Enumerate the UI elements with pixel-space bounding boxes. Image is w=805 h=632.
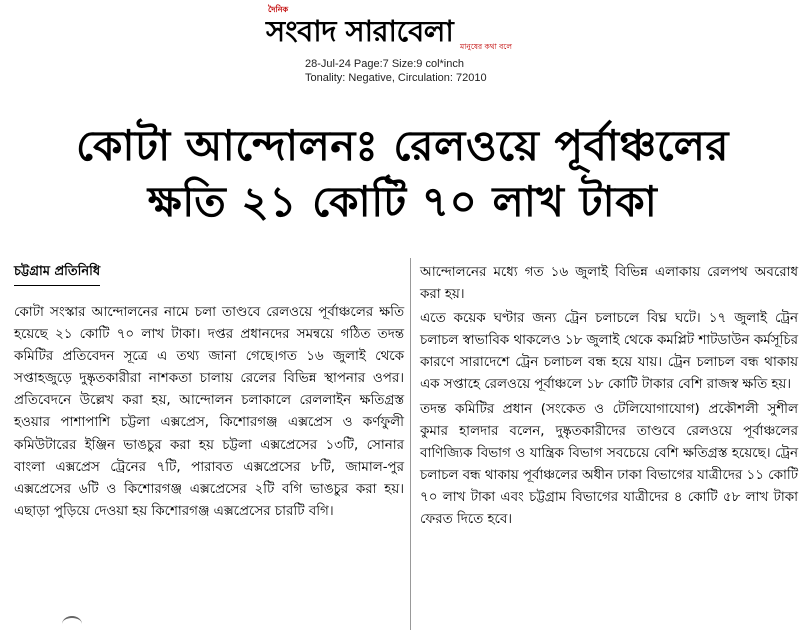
- headline-line-2: ক্ষতি ২১ কোটি ৭০ লাখ টাকা: [147, 177, 658, 226]
- right-paragraph-2: এতে কয়েক ঘণ্টার জন্য ট্রেন চলাচলে বিঘ্ন ঘটে। ১৭ জুলাই ট্রেন চলাচল স্বাভাবিক থাকলেও ১৮ জুলাই থেকে কমপ্লিট শাটডাউন কর্মসূচির কারণে সারাদেশে ট্রেন চলাচল বন্ধ হয়ে যায়। ট্রেন চলাচল বন্ধ থাকায় এক সপ্তাহে রেলওয়ে পূর্বাঞ্চলে ১৮ কোটি টাকার বেশি রাজস্ব ক্ষতি হয়।: [420, 311, 798, 393]
- article-headline: [0, 118, 805, 230]
- article-column-right: [420, 262, 798, 531]
- article-byline: চট্টগ্রাম প্রতিনিধি: [14, 262, 100, 286]
- newspaper-masthead: [262, 4, 552, 54]
- headline-line-1: কোটা আন্দোলনঃ রেলওয়ে পূর্বাঞ্চলের: [75, 121, 730, 170]
- masthead-slogan: মানুষের কথা বলে: [460, 42, 512, 51]
- article-column-left: [14, 302, 404, 523]
- right-paragraph-3: তদন্ত কমিটির প্রধান (সংকেত ও টেলিযোগাযোগ) প্রকৌশলী সুশীল কুমার হালদার বলেন, দুষ্কৃতকারীদের তাণ্ডবে রেলওয়ে পূর্বাঞ্চলের বাণিজ্যিক বিভাগ ও যান্ত্রিক বিভাগ সবচেয়ে বেশি ক্ষতিগ্রস্ত হয়েছে। ট্রেন চলাচল বন্ধ থাকায় পূর্বাঞ্চলের অধীন ঢাকা বিভাগের যাত্রীদের ১১ কোটি ৭০ লাখ টাকা এবং চট্টগ্রাম বিভাগের যাত্রীদের ৪ কোটি ৫৮ লাখ টাকা ফেরত দিতে হবে।: [420, 401, 798, 528]
- masthead-tag: দৈনিক: [268, 5, 289, 14]
- masthead-title: সংবাদ সারাবেলা: [266, 14, 454, 48]
- column-divider: [410, 258, 411, 630]
- left-paragraph: কোটা সংস্কার আন্দোলনের নামে চলা তাণ্ডবে রেলওয়ে পূর্বাঞ্চলের ক্ষতি হয়েছে ২১ কোটি ৭০ লাখ টাকা। দপ্তর প্রধানদের সমন্বয়ে গঠিত তদন্ত কমিটির প্রতিবেদন সূত্রে এ তথ্য জানা গেছে।গত ১৬ জুলাই থেকে সপ্তাহজুড়ে দুষ্কৃতকারীরা নাশকতা চালায় রেলের বিভিন্ন স্থাপনার ওপর। প্রতিবেদনে উল্লেখ করা হয়, আন্দোলন চলাকালে রেললাইন ক্ষতিগ্রস্ত হওয়ার পাশাপাশি চট্টলা এক্সপ্রেস, কিশোরগঞ্জ এক্সপ্রেস ও কর্ণফুলী কমিউটারের ইঞ্জিন ভাঙচুর করা হয় চট্টলা এক্সপ্রেসের ১৩টি, সোনার বাংলা এক্সপ্রেস ট্রেনের ৭টি, পারাবত এক্সপ্রেসের ৮টি, জামাল-পুর এক্সপ্রেসের ৬টি ও কিশোরগঞ্জ এক্সপ্রেসের ২টি বগি ভাঙচুর করা হয়। এছাড়া পুড়িয়ে দেওয়া হয় কিশোরগঞ্জ এক্সপ্রেসের চারটি বগি।: [14, 305, 404, 519]
- clip-meta-tonality: Tonality: Negative, Circulation: 72010: [305, 72, 487, 84]
- clip-meta-date-page: 28-Jul-24 Page:7 Size:9 col*inch: [305, 58, 464, 70]
- right-paragraph-1: আন্দোলনের মধ্যে গত ১৬ জুলাই বিভিন্ন এলাকায় রেলপথ অবরোধ করা হয়।: [420, 265, 798, 303]
